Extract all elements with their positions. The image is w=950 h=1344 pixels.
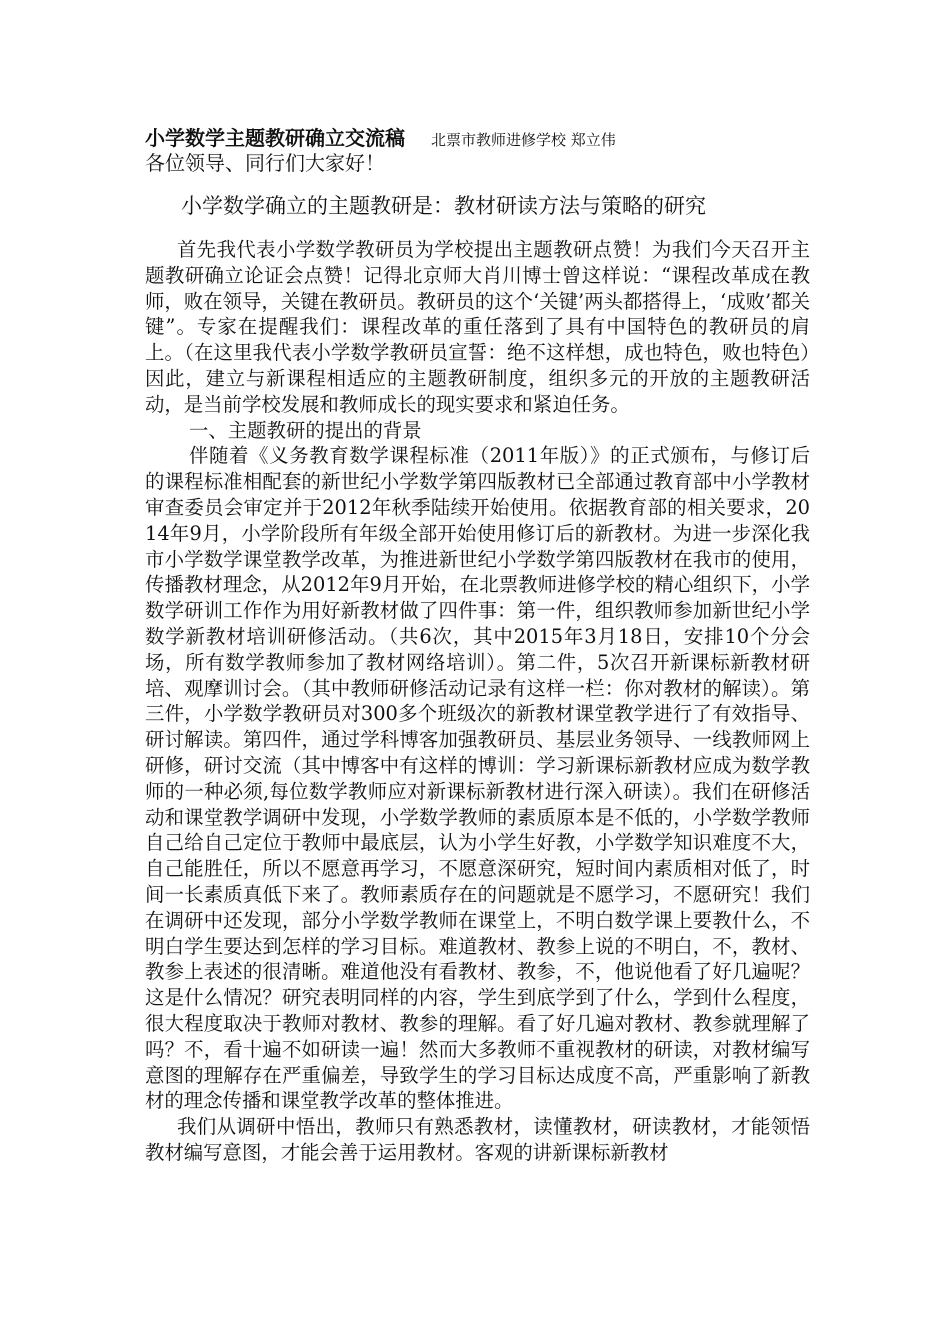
- greeting: 各位领导、同行们大家好！: [145, 151, 385, 175]
- document-page: [145, 122, 810, 1166]
- document-title: 小学数学主题教研确立交流稿: [145, 126, 405, 150]
- document-author: 北票市教师进修学校 郑立伟: [431, 131, 616, 149]
- title-line: [145, 122, 810, 149]
- paragraph-background: 伴随着《义务教育数学课程标准（2011年版）》的正式颁布，与修订后的课程标准相配套的新世纪小学数学第四版教材已全部通过教育部中小学教材审查委员会审定并于2012年秋季陆续开始使用。依据教育部的相关要求，2014年9月，小学阶段所有年级全部开始使用修订后的新教材。为进一步深化我市小学数学课堂教学改革，为推进新世纪小学数学第四版教材在我市的使用，传播教材理念，从2012年9月开始，在北票教师进修学校的精心组织下，小学数学研训工作作为用好新教材做了四件事：第一件，组织教师参加新世纪小学数学新教材培训研修活动。（共6次，其中2015年3月18日，安排10个分会场，所有数学教师参加了教材网络培训）。第二件，5次召开新课标新教材研培、观摩训讨会。（其中教师研修活动记录有这样一栏：你对教材的解读）。第三件，小学数学教研员对300多个班级次的新教材课堂教学进行了有效指导、研讨解读。第四件，通过学科博客加强教研员、基层业务领导、一线教师网上研修，研讨交流（其中博客中有这样的博训：学习新课标新教材应成为数学教师的一种必须,每位数学教师应对新课标新教材进行深入研读）。我们在研修活动和课堂教学调研中发现，小学数学教师的素质原本是不低的，小学数学教师自己给自己定位于教师中最底层，认为小学生好教，小学数学知识难度不大，自己能胜任，所以不愿意再学习，不愿意深研究，短时间内素质相对低了，时间一长素质真低下来了。教师素质存在的问题就是不愿学习，不愿研究！我们在调研中还发现，部分小学数学教师在课堂上，不明白数学课上要教什么，不明白学生要达到怎样的学习目标。难道教材、教参上说的不明白，不，教材、教参上表述的很清晰。难道他没有看教材、教参，不，他说他看了好几遍呢？这是什么情况？研究表明同样的内容，学生到底学到了什么，学到什么程度，很大程度取决于教师对教材、教参的理解。看了好几遍对教材、教参就理解了吗？不，看十遍不如研读一遍！然而大多教师不重视教材的研读，对教材编写意图的理解存在严重偏差，导致学生的学习目标达成度不高，严重影响了新教材的理念传播和课堂教学改革的整体推进。: [145, 444, 810, 1113]
- document-subtitle: 小学数学确立的主题教研是：教材研读方法与策略的研究: [181, 194, 706, 218]
- section-heading-background: 一、主题教研的提出的背景: [189, 418, 422, 442]
- paragraph-intro: 首先我代表小学数学教研员为学校提出主题教研点赞！为我们今天召开主题教研确立论证会点赞！记得北京师大肖川博士曾这样说：“课程改革成在教师，败在领导，关键在教研员。教研员的这个‘关键’两头都搭得上，‘成败’都关键”。专家在提醒我们：课程改革的重任落到了具有中国特色的教研员的肩上。（在这里我代表小学数学教研员宣誓：绝不这样想，成也特色，败也特色）因此，建立与新课程相适应的主题教研制度，组织多元的开放的主题教研活动，是当前学校发展和教师成长的现实要求和紧迫任务。: [145, 238, 810, 416]
- paragraph-conclusion: 我们从调研中悟出，教师只有熟悉教材，读懂教材，研读教材，才能领悟教材编写意图，才能会善于运用教材。客观的讲新课标新教材: [145, 1115, 810, 1164]
